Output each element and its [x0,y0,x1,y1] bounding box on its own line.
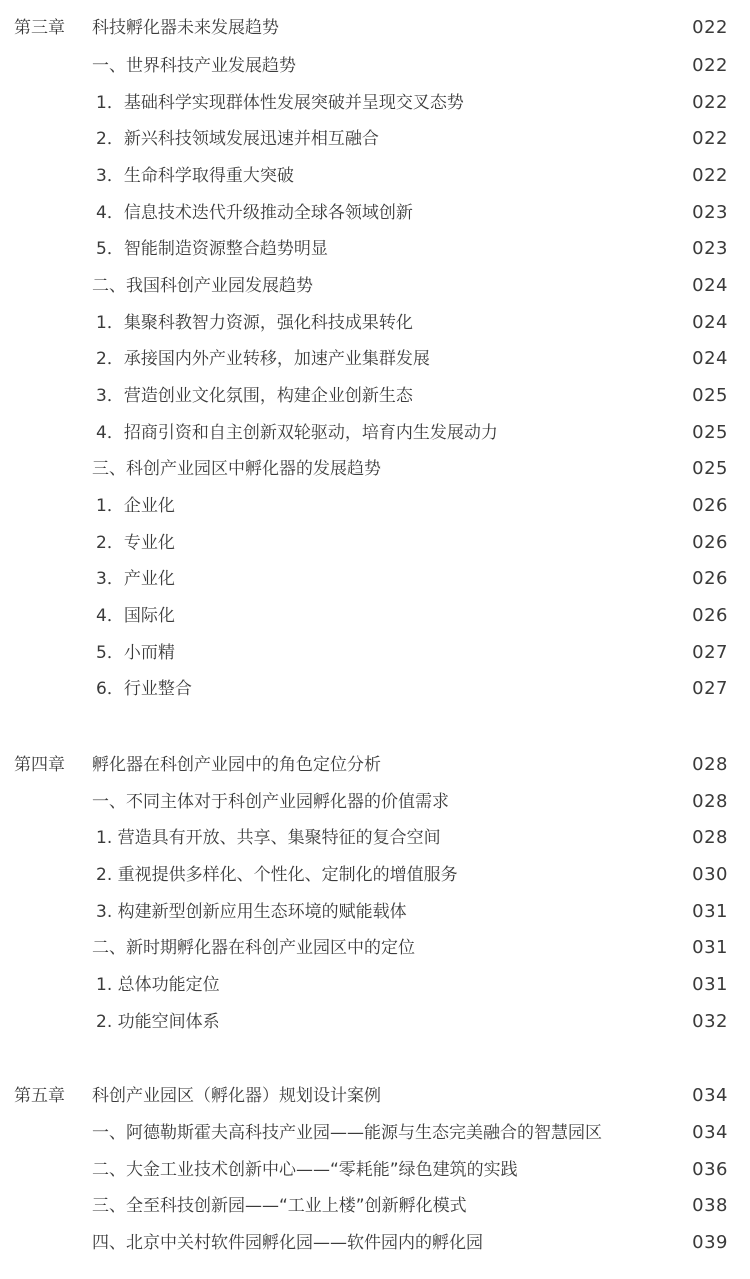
chapter-number: 第五章 [14,1086,65,1106]
toc-item [0,674,750,704]
page-number: 022 [692,165,728,186]
toc-section [0,51,750,81]
page-number: 032 [692,1011,728,1032]
chapter-number: 第三章 [14,18,65,38]
toc-item [0,601,750,631]
toc-section [0,933,750,963]
page-number: 024 [692,348,728,369]
item-title: 3．产业化 [96,569,175,589]
toc-item [0,897,750,927]
toc-item [0,638,750,668]
page-number: 024 [692,275,728,296]
page-number: 022 [692,55,728,76]
page-number: 038 [692,1195,728,1216]
item-title: 6．行业整合 [96,679,192,699]
page-number: 039 [692,1232,728,1253]
toc-item [0,308,750,338]
section-title: 二、大金工业技术创新中心——“零耗能”绿色建筑的实践 [92,1160,518,1180]
toc-item [0,1007,750,1037]
page-number: 022 [692,17,728,38]
toc-item [0,860,750,890]
toc-item [0,381,750,411]
item-title: 2. 功能空间体系 [96,1012,220,1032]
toc-item [0,198,750,228]
page-number: 023 [692,238,728,259]
item-title: 3. 构建新型创新应用生态环境的赋能载体 [96,902,407,922]
page-number: 027 [692,678,728,699]
item-title: 1．集聚科教智力资源，强化科技成果转化 [96,313,413,333]
toc-section [0,1118,750,1148]
item-title: 3．营造创业文化氛围，构建企业创新生态 [96,386,413,406]
toc-section [0,271,750,301]
toc-item [0,823,750,853]
page-number: 028 [692,754,728,775]
item-title: 4．招商引资和自主创新双轮驱动，培育内生发展动力 [96,423,498,443]
toc-item [0,528,750,558]
page-number: 028 [692,827,728,848]
toc-section [0,1155,750,1185]
section-title: 二、我国科创产业园发展趋势 [92,276,313,296]
item-title: 1．基础科学实现群体性发展突破并呈现交叉态势 [96,93,464,113]
page-number: 031 [692,901,728,922]
page-number: 026 [692,568,728,589]
toc-item [0,418,750,448]
chapter-title: 科技孵化器未来发展趋势 [92,18,279,38]
page-number: 026 [692,532,728,553]
page-number: 031 [692,937,728,958]
chapter-number: 第四章 [14,755,65,775]
page-number: 034 [692,1085,728,1106]
toc-item [0,88,750,118]
page-number: 022 [692,92,728,113]
section-title: 三、全至科技创新园——“工业上楼”创新孵化模式 [92,1196,467,1216]
chapter-heading [0,750,750,780]
chapter-heading [0,1081,750,1111]
item-title: 2．承接国内外产业转移，加速产业集群发展 [96,349,430,369]
page-number: 034 [692,1122,728,1143]
toc-item [0,161,750,191]
toc-item [0,344,750,374]
item-title: 1. 营造具有开放、共享、集聚特征的复合空间 [96,828,441,848]
chapter-title: 孵化器在科创产业园中的角色定位分析 [92,755,381,775]
page-number: 031 [692,974,728,995]
item-title: 4．国际化 [96,606,175,626]
item-title: 3．生命科学取得重大突破 [96,166,294,186]
page-number: 025 [692,385,728,406]
item-title: 1. 总体功能定位 [96,975,220,995]
page-number: 027 [692,642,728,663]
page-number: 026 [692,605,728,626]
page-number: 026 [692,495,728,516]
section-title: 一、世界科技产业发展趋势 [92,56,296,76]
item-title: 5．智能制造资源整合趋势明显 [96,239,328,259]
section-title: 四、北京中关村软件园孵化园——软件园内的孵化园 [92,1233,483,1253]
chapter-title: 科创产业园区（孵化器）规划设计案例 [92,1086,381,1106]
item-title: 2．专业化 [96,533,175,553]
page-number: 022 [692,128,728,149]
toc-item [0,234,750,264]
section-title: 二、新时期孵化器在科创产业园区中的定位 [92,938,415,958]
toc-item [0,124,750,154]
page-number: 030 [692,864,728,885]
page-number: 036 [692,1159,728,1180]
page-number: 025 [692,458,728,479]
chapter-heading [0,13,750,43]
toc-item [0,491,750,521]
page-number: 028 [692,791,728,812]
page-number: 025 [692,422,728,443]
toc-item [0,970,750,1000]
page-number: 023 [692,202,728,223]
toc-section [0,454,750,484]
page-number: 024 [692,312,728,333]
toc-section [0,1191,750,1221]
toc-item [0,564,750,594]
item-title: 1．企业化 [96,496,175,516]
item-title: 2. 重视提供多样化、个性化、定制化的增值服务 [96,865,458,885]
section-title: 一、不同主体对于科创产业园孵化器的价值需求 [92,792,449,812]
item-title: 2．新兴科技领域发展迅速并相互融合 [96,129,379,149]
item-title: 4．信息技术迭代升级推动全球各领域创新 [96,203,413,223]
toc-section [0,1228,750,1258]
section-title: 三、科创产业园区中孵化器的发展趋势 [92,459,381,479]
item-title: 5．小而精 [96,643,175,663]
toc-section [0,787,750,817]
section-title: 一、阿德勒斯霍夫高科技产业园——能源与生态完美融合的智慧园区 [92,1123,602,1143]
